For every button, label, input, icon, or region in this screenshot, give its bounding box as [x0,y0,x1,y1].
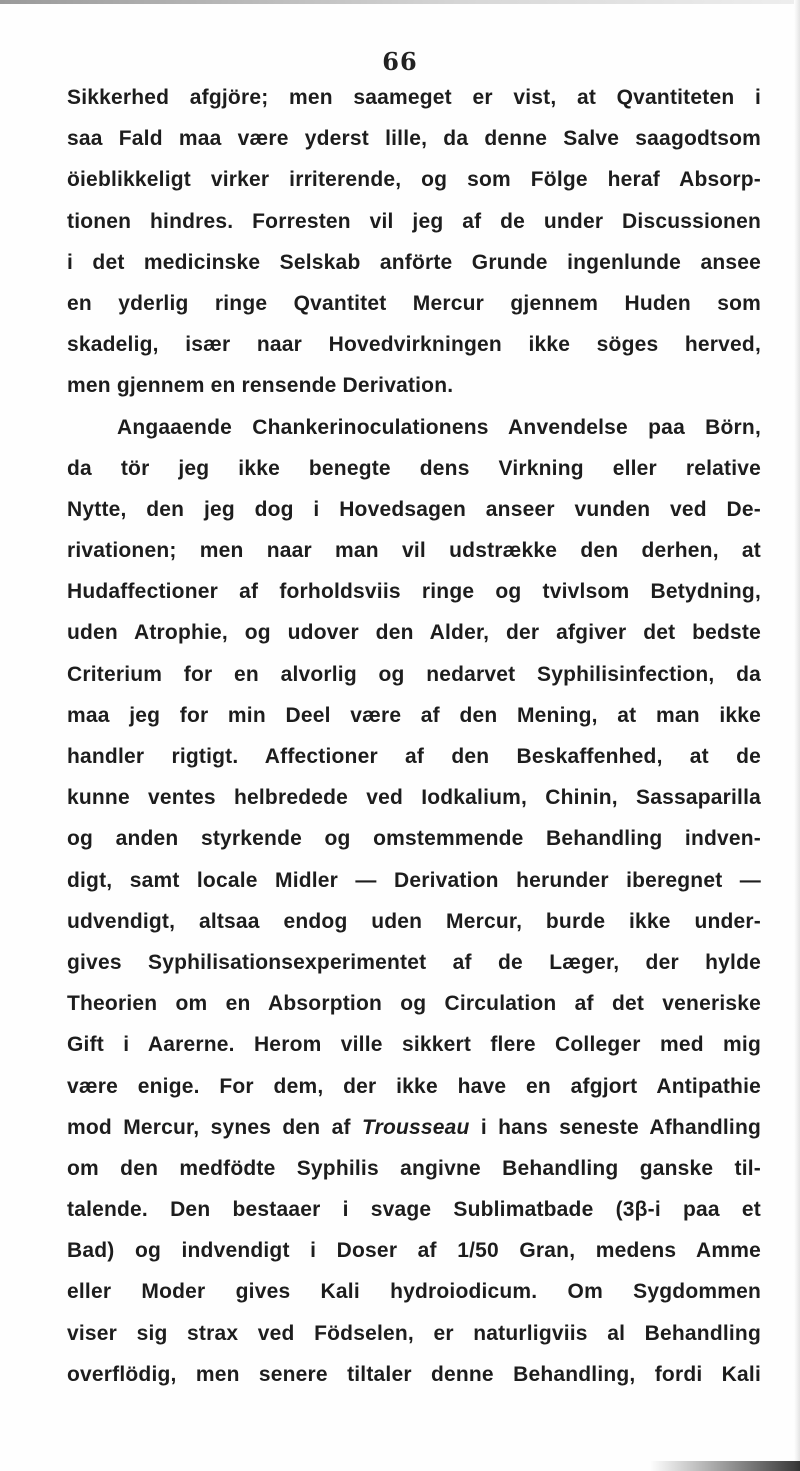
scan-bottom-smudge [650,1461,800,1471]
text-line: være enige. For dem, der ikke have en afgjort Antipathie [67,1074,761,1098]
text-line: Sikkerhed afgjöre; men saameget er vist, at Qvantiteten i [67,86,761,109]
text-line: uden Atrophie, og udover den Alder, der afgiver det bedste [67,621,761,645]
text-line: Gift i Aarerne. Herom ville sikkert flere Colleger med mig [67,1033,761,1057]
text-line: da tör jeg ikke benegte dens Virkning eller relative [67,456,761,480]
text-line: overflödig, men senere tiltaler denne Behandling, fordi Kali [67,1362,761,1386]
text-line: Bad) og indvendigt i Doser af 1/50 Gran, medens Amme [67,1239,761,1263]
page-number: 66 [382,47,418,76]
text-line: viser sig strax ved Födselen, er naturligviis al Behandling [67,1321,761,1345]
text-line: maa jeg for min Deel være af den Mening, at man ikke [67,703,761,727]
text-line: Criterium for en alvorlig og nedarvet Syphilisinfection, da [67,662,761,686]
author-name: Trousseau [361,1115,470,1139]
scan-top-edge [0,0,800,4]
text-line: tionen hindres. Forresten vil jeg af de under Discussionen [67,209,761,233]
scan-right-edge [794,0,800,1471]
text-line: handler rigtigt. Affectioner af den Beskaffenhed, at de [67,745,761,768]
text-line: skadelig, især naar Hovedvirkningen ikke söges herved, [67,333,761,357]
text-line: öieblikkeligt virker irriterende, og som Fölge heraf Absorp- [67,168,761,192]
text-line: men gjennem en rensende Derivation. [67,374,454,398]
text-line: gives Syphilisationsexperimentet af de Læger, der hylde [67,950,761,974]
text-line: mod Mercur, synes den af Trousseau i hans seneste Afhandling [67,1115,761,1139]
text-line: Hudaffectioner af forholdsviis ringe og tvivlsom Betydning, [67,580,761,604]
text-line: i det medicinske Selskab anförte Grunde ingenlunde ansee [67,250,761,274]
text-line: saa Fald maa være yderst lille, da denne Salve saagodtsom [67,127,761,151]
text-line: talende. Den bestaaer i svage Sublimatbade (3β-i paa et [67,1198,761,1222]
text-line: Nytte, den jeg dog i Hovedsagen anseer vunden ved De- [67,497,761,521]
body-text [67,77,761,1395]
text-line: en yderlig ringe Qvantitet Mercur gjennem Huden som [67,291,761,315]
text-line: om den medfödte Syphilis angivne Behandling ganske til- [67,1156,761,1180]
text-line: Angaaende Chankerinoculationens Anvendelse paa Börn, [117,415,761,439]
text-line: kunne ventes helbredede ved Iodkalium, Chinin, Sassaparilla [67,786,761,810]
text-line: rivationen; men naar man vil udstrække den derhen, at [67,539,761,563]
text-line: eller Moder gives Kali hydroiodicum. Om Sygdommen [67,1280,761,1304]
text-line: udvendigt, altsaa endog uden Mercur, burde ikke under- [67,909,761,933]
text-line: digt, samt locale Midler — Derivation herunder iberegnet — [67,868,761,892]
text-line: Theorien om en Absorption og Circulation af det veneriske [67,992,761,1016]
text-line: og anden styrkende og omstemmende Behandling indven- [67,827,761,851]
